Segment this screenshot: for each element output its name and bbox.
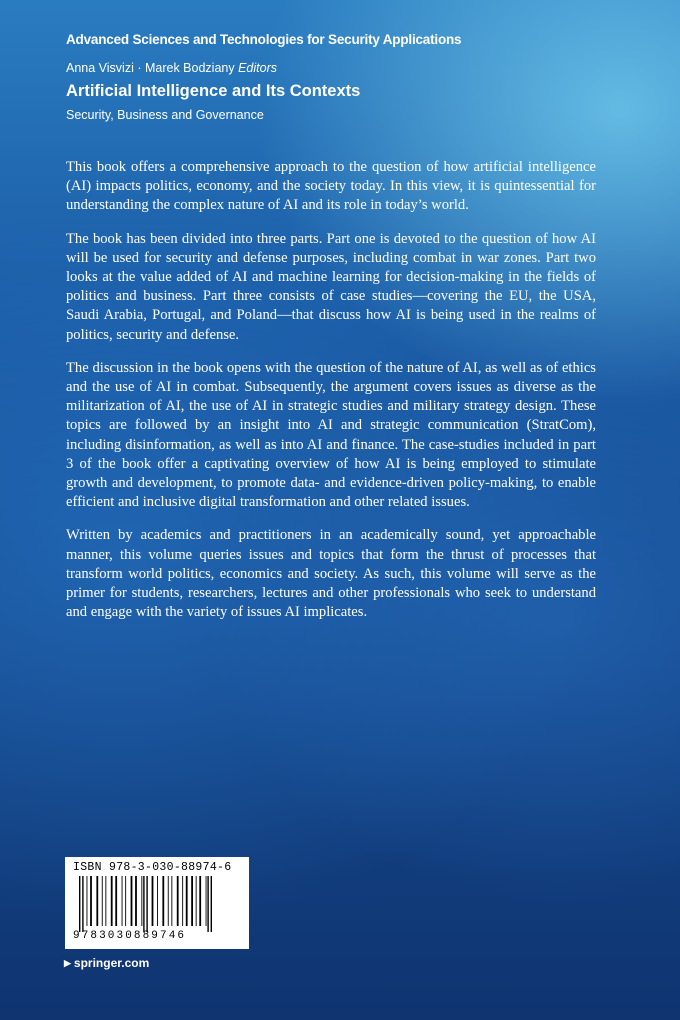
blurb-paragraph: The book has been divided into three parts. Part one is devoted to the question of how AI will be used for security and defense purposes, including combat in war zones. Part two looks at the value added of AI and machine learning for decision-making in the fields of politics and business. Part three consists of case studies—covering the EU, the USA, Saudi Arabia, Portugal, and Poland—that discuss how AI is being used in the realms of politics, security and defense. xyxy=(66,230,596,343)
barcode-bar xyxy=(96,876,98,926)
barcode-bar xyxy=(162,876,164,926)
barcode-bars xyxy=(73,876,241,932)
barcode-bar xyxy=(90,876,92,926)
barcode-guard-bar xyxy=(146,876,147,932)
barcode-bar xyxy=(196,876,197,926)
barcode-bar xyxy=(168,876,169,926)
barcode-bar xyxy=(141,876,142,926)
barcode-bar xyxy=(131,876,133,926)
editor-names: Anna Visvizi · Marek Bodziany xyxy=(66,61,235,75)
barcode-bar xyxy=(115,876,117,926)
editors-role: Editors xyxy=(238,61,277,75)
book-subtitle: Security, Business and Governance xyxy=(66,108,264,122)
book-title: Artificial Intelligence and Its Contexts xyxy=(66,82,361,100)
barcode-guard-bar xyxy=(207,876,208,932)
blurb-paragraph: Written by academics and practitioners in an academically sound, yet approachable manner, this volume queries issues and topics that form the thrust of processes that transform world politics, economics and society. As such, this volume will serve as the primer for students, researchers, lectures and other professionals who seek to understand and engage with the variety of issues AI implicates. xyxy=(66,527,596,621)
barcode-bar xyxy=(182,876,183,926)
barcode-bar xyxy=(87,876,88,926)
barcode-bar xyxy=(122,876,123,926)
back-cover-blurb xyxy=(66,158,596,636)
publisher-url: springer.com xyxy=(73,956,150,970)
barcode-guard-bar xyxy=(211,876,212,932)
barcode-guard-bar xyxy=(143,876,144,932)
barcode-guard-bar xyxy=(82,876,83,932)
isbn-label: ISBN 978-3-030-88974-6 xyxy=(73,861,232,874)
editors-line xyxy=(66,61,277,75)
arrow-right-icon: ▶ xyxy=(64,957,71,968)
barcode-bar xyxy=(125,876,126,926)
barcode-bar xyxy=(152,876,154,926)
barcode-bar xyxy=(186,876,188,926)
barcode-bar xyxy=(111,876,113,926)
barcode-bar xyxy=(191,876,193,926)
barcode-bar xyxy=(206,876,207,926)
barcode-bar xyxy=(177,876,179,926)
barcode-bar xyxy=(157,876,158,926)
ean-digits: 9783030889746 xyxy=(73,930,187,942)
blurb-paragraph: This book offers a comprehensive approach to the question of how artificial intelligence (AI) impacts politics, economy, and the society today. In this view, it is quintessential for understanding the complex nature of AI and its role in today’s world. xyxy=(66,159,596,214)
barcode-bar xyxy=(102,876,103,926)
series-title: Advanced Sciences and Technologies for Security Applications xyxy=(66,32,462,47)
isbn-barcode xyxy=(65,857,249,949)
barcode-bar xyxy=(135,876,137,926)
publisher-link[interactable] xyxy=(64,956,149,970)
barcode-bar xyxy=(105,876,106,926)
blurb-paragraph: The discussion in the book opens with the question of the nature of AI, as well as of ethics and the use of AI in combat. Subsequently, the argument covers issues as diverse as the militarization of AI, the use of AI in strategic studies and military strategy design. These topics are followed by an insight into AI and strategic communication (StratCom), including disinformation, as well as into AI and finance. The case-studies included in part 3 of the book offer a captivating overview of how AI is being employed to stimulate growth and development, to promote data- and evidence-driven policy-making, to enable efficient and inclusive digital transformation and other related issues. xyxy=(66,359,596,511)
barcode-bar xyxy=(199,876,201,926)
barcode-guard-bar xyxy=(79,876,80,932)
barcode-bar xyxy=(171,876,172,926)
